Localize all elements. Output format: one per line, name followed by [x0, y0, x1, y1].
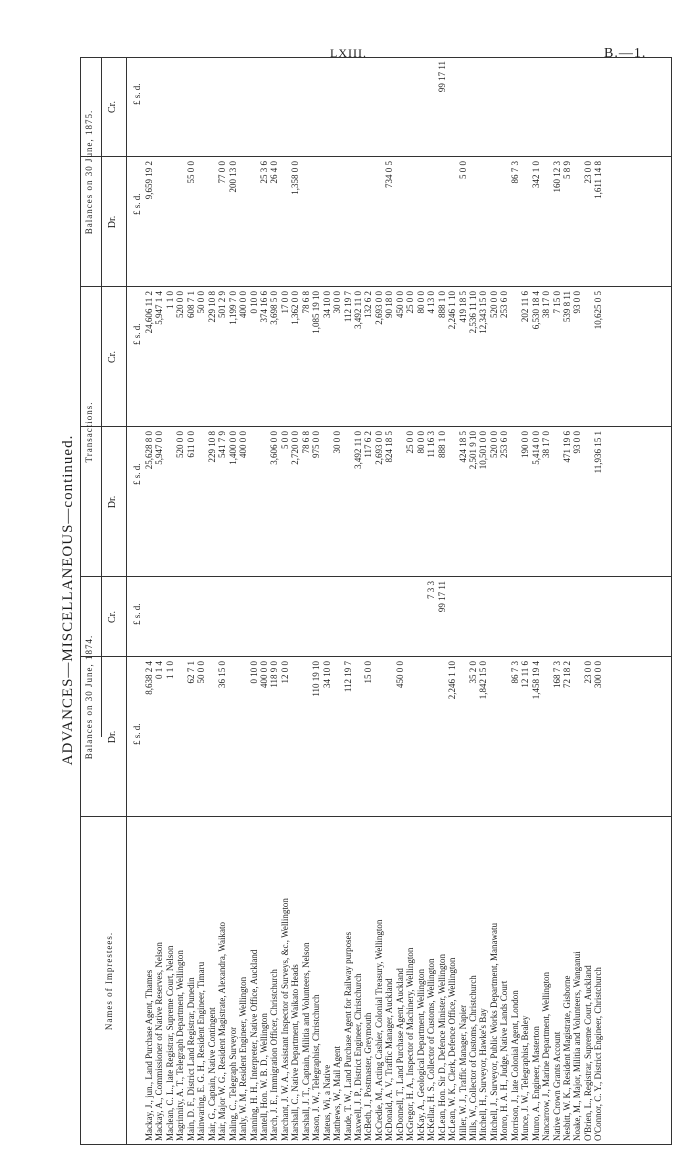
subheader-1874-cr: Cr.	[107, 611, 118, 623]
amount-b74dr: 118 9 0	[269, 661, 280, 688]
amount-tdr: 2,693 0 0	[373, 431, 384, 465]
amount-b74dr: 12 11 6	[520, 661, 531, 688]
amount-b75dr: 5 8 9	[562, 161, 572, 179]
amount-tdr: 520 0 0	[488, 431, 499, 458]
amount-tcr: 419 18 5	[457, 291, 468, 323]
currency-1875-cr: £ s. d.	[132, 83, 142, 105]
amount-tdr: 5,414 0 0	[530, 431, 541, 465]
header-transactions: Transactions.	[84, 401, 94, 463]
amount-tcr: 6,530 18 4	[530, 291, 541, 330]
amount-tdr: 30 0 0	[332, 431, 343, 454]
amount-tdr: 78 6 8	[300, 431, 311, 454]
amount-b74dr: 2,246 1 10	[447, 661, 458, 700]
table-row	[583, 57, 593, 1145]
imprestee-name: Marchant, J. W. A., Assistant Inspector of Surveys, &c., Wellington	[279, 898, 290, 1141]
table-row	[301, 57, 311, 1145]
amount-b74dr: 450 0 0	[394, 661, 405, 688]
table-row	[426, 57, 436, 1145]
amount-b75dr: 1,358 0 0	[290, 161, 301, 195]
amount-tcr: 374 16 6	[258, 291, 269, 323]
amount-tdr: 2,720 0 0	[290, 431, 301, 465]
imprestee-name: Mills, W., Collector of Customs, Christchurch	[467, 975, 478, 1141]
amount-b74dr: 0 1 4	[154, 661, 165, 679]
imprestee-name: Mason, J. W., Telegraphist, Christchurch	[311, 994, 322, 1141]
subheader-trans-dr: Dr.	[107, 495, 118, 509]
table-row	[458, 57, 468, 1145]
header-balances-1874: Balances on 30 June, 1874.	[84, 634, 94, 760]
amount-tdr: 25 0 0	[405, 431, 416, 454]
imprestee-name: March, J. E., Immigration Officer, Christchurch	[269, 969, 280, 1141]
table-row	[280, 57, 290, 1145]
amount-tcr: 25 0 0	[405, 291, 416, 314]
table-row	[468, 57, 478, 1145]
amount-tdr: 975 0 0	[311, 431, 322, 458]
amount-tcr: 229 10 8	[206, 291, 217, 323]
table-row	[322, 57, 332, 1145]
amount-tcr: 608 7 1	[185, 291, 196, 318]
amount-tcr: 132 6 2	[363, 291, 374, 318]
imprestee-name: McDonnell, T., Land Purchase Agent, Auckland	[394, 968, 405, 1141]
imprestee-name: Magrinnity, A. T., Telegraph Department, Wellington	[175, 950, 186, 1141]
imprestee-name: McBeth, J., Postmaster, Greymouth	[363, 1012, 374, 1141]
table-row	[489, 57, 499, 1145]
amount-tcr: 520 0 0	[175, 291, 186, 318]
table-row	[290, 57, 300, 1145]
rotated-table-page	[60, 55, 670, 1145]
table-row	[541, 57, 551, 1145]
table-row	[144, 57, 154, 1145]
currency-trans-cr: £ s. d.	[132, 323, 142, 345]
imprestee-name: Mantell, Hon. W. B. D., Wellington	[258, 1013, 269, 1141]
imprestee-name: McDonald, A. V., Traffic Manager, Auckland	[384, 978, 395, 1141]
table-row	[437, 57, 447, 1145]
amount-tdr: 400 0 0	[238, 431, 249, 458]
amount-b74dr: 168 7 3	[551, 661, 562, 688]
table-row	[499, 57, 509, 1145]
amount-tdr: 3,492 11 0	[353, 431, 363, 469]
amount-tdr: 888 1 0	[436, 431, 447, 458]
imprestee-name: McCredie, M., Acting Cashier, Colonial Treasury, Wellington	[373, 919, 384, 1141]
amount-tdr: 117 6 2	[363, 431, 374, 458]
amount-tdr: 611 0 0	[185, 431, 196, 458]
amount-b74dr: 300 0 0	[593, 661, 604, 688]
amount-tcr: 450 0 0	[394, 291, 405, 318]
table-row	[165, 57, 175, 1145]
amount-b74dr: 110 19 10	[311, 661, 322, 697]
amount-b74dr: 112 19 7	[342, 661, 353, 693]
amount-b74dr: 50 0 0	[196, 661, 207, 684]
amount-tdr: 25,628 8 0	[144, 431, 154, 470]
page-number: LXIII.	[330, 46, 367, 60]
imprestee-name: Munce, J. W., Telegraphist, Bealey	[520, 1015, 531, 1141]
amount-b74dr: 35 2 0	[467, 661, 478, 684]
amount-b74dr: 0 10 0	[248, 661, 259, 684]
table-row	[562, 57, 572, 1145]
amount-tdr: 2,501 9 10	[467, 431, 478, 470]
imprestee-name: O'Brien, L., Registrar, Supreme Court, Auckland	[582, 965, 593, 1141]
table-row	[405, 57, 415, 1145]
table-row	[238, 57, 248, 1145]
amount-b75dr: 86 7 3	[509, 161, 520, 184]
imprestee-name: Maclean, C. L., late Registrar, Supreme Court, Nelson	[164, 945, 175, 1141]
amount-tdr: 3,606 0 0	[269, 431, 280, 465]
amount-b74dr: 8,638 2 4	[144, 661, 154, 695]
table-row	[384, 57, 394, 1145]
amount-b74dr: 36 15 0	[217, 661, 228, 688]
subheader-1875-dr: Dr.	[107, 215, 118, 229]
amount-tcr: 1,199 7 0	[227, 291, 238, 325]
amount-tcr: 520 0 0	[488, 291, 499, 318]
amount-tcr: 112 19 7	[342, 291, 353, 323]
amount-tcr: 2,246 1 10	[447, 291, 458, 330]
table-row	[478, 57, 488, 1145]
table-row	[259, 57, 269, 1145]
amount-tcr: 78 6 8	[300, 291, 311, 314]
amount-tcr: 888 1 0	[436, 291, 447, 318]
amount-b75dr: 9,659 19 2	[144, 161, 154, 200]
amount-tdr: 10,501 0 0	[478, 431, 489, 470]
table-row	[572, 57, 582, 1145]
amount-tdr: 229 10 8	[206, 431, 217, 463]
document-serial: B.—1.	[604, 46, 647, 61]
amount-b74cr: 7 3 3	[426, 581, 437, 599]
imprestee-name: Mair, Major W. G., Resident Magistrate, Alexandra, Waikato	[217, 922, 228, 1141]
table-row	[520, 57, 530, 1145]
amount-tcr: 80 0 0	[415, 291, 426, 314]
amount-b74dr: 400 0 0	[258, 661, 269, 688]
imprestee-name: Mackay, J., jun., Land Purchase Agent, Thames	[144, 969, 154, 1141]
table-row	[531, 57, 541, 1145]
amount-tcr: 10,625 0 5	[593, 291, 604, 330]
amount-b74dr: 1,842 15 0	[478, 661, 489, 700]
amount-tcr: 4 13 0	[426, 291, 437, 314]
amount-b74cr: 99 17 11	[436, 581, 447, 613]
table-row	[217, 57, 227, 1145]
amount-tdr: 520 0 0	[175, 431, 186, 458]
table-row	[363, 57, 373, 1145]
table-row	[186, 57, 196, 1145]
table-row	[552, 57, 562, 1145]
table-row	[332, 57, 342, 1145]
imprestee-name: Mackay, A., Commissioner of Native Reserves, Nelson	[154, 942, 165, 1141]
amount-tcr: 93 0 0	[572, 291, 583, 314]
amount-tcr: 253 6 0	[499, 291, 510, 318]
header-names: Names of Imprestees.	[104, 931, 114, 1031]
imprestee-name: Noake, M., Major, Militia and Volunteers, Wanganui	[572, 951, 583, 1141]
amount-b74dr: 1,458 19 4	[530, 661, 541, 700]
imprestee-name: Maling, C., Telegraph Surveyor	[227, 1026, 238, 1141]
amount-b75dr: 55 0 0	[185, 161, 196, 184]
amount-tcr: 90 18 0	[384, 291, 395, 318]
imprestee-name: Nancarrow, J., Marine Department, Wellington	[541, 972, 552, 1141]
table-row	[447, 57, 457, 1145]
imprestee-name: Nesbitt, W. K., Resident Magistrate, Gisborne	[562, 975, 572, 1141]
amount-b75dr: 734 0 5	[384, 161, 395, 188]
imprestee-name: Monro, H. A. H., Judge, Native Lands Court	[499, 980, 510, 1141]
amount-b75dr: 5 0 0	[457, 161, 468, 179]
table-row	[228, 57, 238, 1145]
table-row	[175, 57, 185, 1145]
amount-tcr: 50 0 0	[196, 291, 207, 314]
imprestee-name: Munro, A., Engineer, Masterton	[530, 1026, 541, 1141]
amount-b74dr: 62 7 1	[185, 661, 196, 684]
amount-tcr: 202 11 6	[520, 291, 531, 323]
amount-b74dr: 34 10 0	[321, 661, 332, 688]
amount-tdr: 5 0 0	[279, 431, 290, 449]
table-row	[374, 57, 384, 1145]
imprestee-name: Mitchell, H., Surveyor, Hawke's Bay	[478, 1008, 489, 1141]
amount-tcr: 24,606 11 2	[144, 291, 154, 334]
amount-tcr: 501 2 9	[217, 291, 228, 318]
amount-tdr: 1,400 0 0	[227, 431, 238, 465]
table-row	[353, 57, 363, 1145]
imprestee-name: McLean, Hon. Sir D., Defence Minister, Wellington	[436, 954, 447, 1141]
imprestee-name: Maude, T. W., Land Purchase Agent for Railway purposes	[342, 931, 353, 1141]
amount-b74dr: 12 0 0	[279, 661, 290, 684]
imprestee-name: O'Connor, C. Y., District Engineer, Christchurch	[593, 967, 604, 1141]
amount-tcr: 17 0 0	[279, 291, 290, 314]
imprestee-name: Morrison, J., late Colonial Agent, London	[509, 990, 520, 1141]
subheader-1875-cr: Cr.	[107, 101, 118, 113]
amount-b74dr: 23 0 0	[582, 661, 593, 684]
imprestee-name: Main, D. F., District Land Registrar, Dunedin	[185, 977, 196, 1141]
table-row	[395, 57, 405, 1145]
amount-b75dr: 26 4 0	[269, 161, 280, 184]
table-row	[196, 57, 206, 1145]
amount-b74dr: 86 7 3	[509, 661, 520, 684]
amount-tcr: 539 8 11	[562, 291, 572, 323]
table-row	[311, 57, 321, 1145]
amount-tcr: 3,492 11 0	[353, 291, 363, 329]
amount-tdr: 824 18 5	[384, 431, 395, 463]
amount-b75dr: 342 1 0	[530, 161, 541, 188]
imprestee-name: Mateus, Wi, a Native	[321, 1064, 332, 1141]
table-row	[510, 57, 520, 1145]
amount-tdr: 11,936 15 1	[593, 431, 604, 474]
imprestee-name: Mair, G., Captain, Native Contingent	[206, 1007, 217, 1141]
amount-tcr: 5,947 1 4	[154, 291, 165, 325]
header-balances-1875: Balances on 30 June, 1875.	[84, 109, 94, 235]
amount-tcr: 1 1 0	[164, 291, 175, 309]
amount-tdr: 93 0 0	[572, 431, 583, 454]
imprestee-name: Marshall, J. T., Captain, Militia and Volunteers, Nelson	[300, 942, 311, 1141]
amount-b74dr: 1 1 0	[164, 661, 175, 679]
subheader-trans-cr: Cr.	[107, 351, 118, 363]
imprestee-name: Matthews, W., Mail Agent	[332, 1046, 343, 1141]
amount-tcr: 38 17 0	[541, 291, 552, 318]
amount-b75dr: 200 13 0	[227, 161, 238, 193]
table-row	[154, 57, 164, 1145]
amount-tcr: 30 0 0	[332, 291, 343, 314]
imprestee-name: Miller, W. J., Traffic Manager, Napier	[457, 1004, 468, 1141]
amount-tcr: 3,698 5 0	[269, 291, 280, 325]
amount-b75dr: 25 3 6	[258, 161, 269, 184]
imprestee-name: Mitchell, J., Surveyor, Public Works Department, Manawatu	[488, 923, 499, 1141]
header-rule	[126, 57, 127, 1145]
amount-tcr: 12,343 15 0	[478, 291, 489, 334]
amount-tcr: 7 15 0	[551, 291, 562, 314]
table-row	[269, 57, 279, 1145]
imprestee-name: Mainwaring, E. G. H., Resident Engineer, Timaru	[196, 961, 207, 1141]
imprestee-name: Maxwell, J. P., District Engineer, Christchurch	[353, 973, 363, 1141]
amount-b75dr: 23 0 0	[582, 161, 593, 184]
table-row	[207, 57, 217, 1145]
amount-tdr: 80 0 0	[415, 431, 426, 454]
amount-tdr: 38 17 0	[541, 431, 552, 458]
imprestee-name: McLean, W. K., Clerk, Defence Office, Wellington	[447, 957, 458, 1141]
amount-tcr: 2,536 11 10	[467, 291, 478, 334]
amount-tdr: 541 7 9	[217, 431, 228, 458]
amount-tdr: 5,947 0 0	[154, 431, 165, 465]
amount-tcr: 2,693 0 0	[373, 291, 384, 325]
amount-tdr: 253 6 0	[499, 431, 510, 458]
table-row	[249, 57, 259, 1145]
amount-tcr: 1,085 19 10	[311, 291, 322, 334]
amount-b75cr: 99 17 11	[436, 61, 447, 93]
currency-trans-dr: £ s. d.	[132, 463, 142, 485]
imprestee-name: Manning, H. H., Interpreter, Native Office, Auckland	[248, 949, 259, 1141]
amount-b74dr: 15 0 0	[363, 661, 374, 684]
amount-b75dr: 160 12 3	[551, 161, 562, 193]
amount-b74dr: 72 18 2	[562, 661, 572, 688]
imprestee-name: McGregor, H. A., Inspector of Machinery, Wellington	[405, 947, 416, 1141]
subheader-1874-dr: Dr.	[107, 730, 118, 744]
amount-tcr: 0 10 0	[248, 291, 259, 314]
table-row	[416, 57, 426, 1145]
imprestee-name: McKellar, H. S., Collector of Customs, Wellington	[426, 958, 437, 1141]
currency-1875-dr: £ s. d.	[132, 193, 142, 215]
amount-tdr: 190 0 0	[520, 431, 531, 458]
imprestee-name: McKay, A., Geological Department, Wellington	[415, 969, 426, 1141]
page-title: ADVANCES—MISCELLANEOUS—continued.	[60, 434, 76, 766]
amount-tdr: 471 19 6	[562, 431, 572, 463]
table-row	[343, 57, 353, 1145]
amount-tcr: 1,362 0 0	[290, 291, 301, 325]
amount-tdr: 11 16 3	[426, 431, 437, 458]
imprestee-name: Marshall, C., Native Department, Waikato Heads	[290, 964, 301, 1141]
amount-tdr: 424 18 5	[457, 431, 468, 463]
currency-1874-cr: £ s. d.	[132, 603, 142, 625]
group-header-rule	[101, 57, 102, 737]
imprestee-name: Manly, W. M., Resident Engineer, Wellington	[238, 976, 249, 1141]
table-row	[593, 57, 603, 1145]
amount-b75dr: 77 0 0	[217, 161, 228, 184]
currency-1874-dr: £ s. d.	[132, 723, 142, 745]
amount-tcr: 34 10 0	[321, 291, 332, 318]
imprestee-name: Native Crown Grants Account	[551, 1031, 562, 1141]
amount-b75dr: 1,611 14 8	[593, 161, 604, 199]
amount-tcr: 400 0 0	[238, 291, 249, 318]
